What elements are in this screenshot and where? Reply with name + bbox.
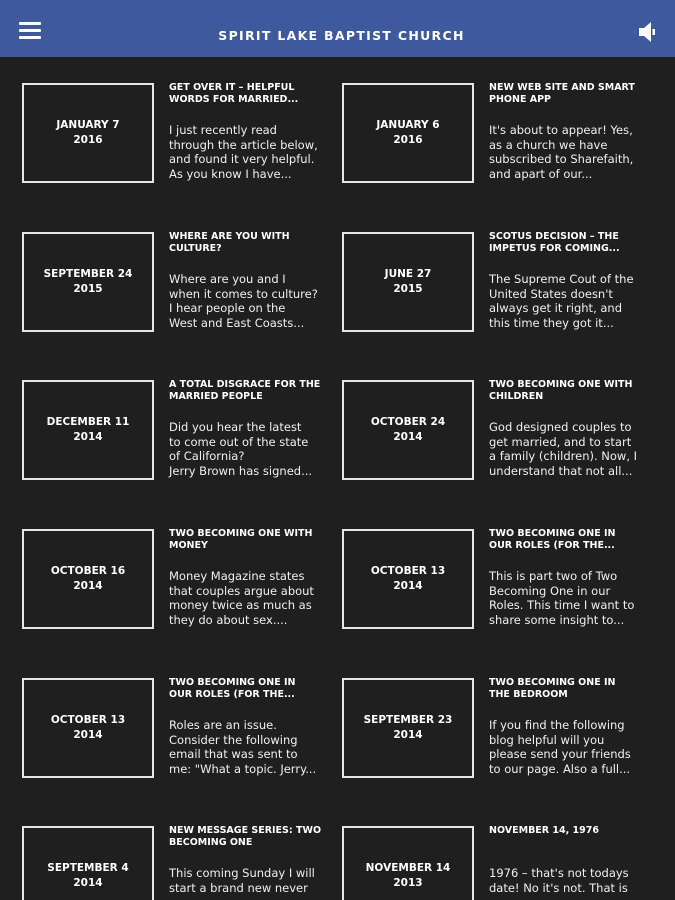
post-date-day: OCTOBER 13 bbox=[370, 565, 446, 577]
post-excerpt: Money Magazine states that couples argue about money twice as much as they do about sex.... bbox=[169, 569, 314, 627]
menu-bar-line bbox=[19, 22, 41, 25]
post-date-box bbox=[22, 529, 154, 629]
post-date-day: OCTOBER 13 bbox=[50, 714, 126, 726]
post-excerpt: This coming Sunday I will start a brand new never bbox=[169, 866, 315, 895]
post-date-day: OCTOBER 16 bbox=[50, 565, 126, 577]
post-excerpt: It's about to appear! Yes, as a church we have subscribed to Sharefaith, and apart of our... bbox=[489, 123, 634, 181]
post-excerpt: Did you hear the latest to come out of the state of California? Jerry Brown has signed... bbox=[169, 420, 313, 478]
post-excerpt: If you find the following blog helpful will you please send your friends to our page. Also a full... bbox=[489, 718, 631, 776]
post-card[interactable] bbox=[342, 83, 642, 203]
post-date-box bbox=[22, 380, 154, 480]
post-title: NEW MESSAGE SERIES: TWO BECOMING ONE bbox=[169, 825, 322, 848]
post-date-box bbox=[342, 83, 474, 183]
post-title: A TOTAL DISGRACE FOR THE MARRIED PEOPLE bbox=[169, 379, 321, 402]
post-card[interactable] bbox=[22, 678, 322, 798]
post-title: GET OVER IT – HELPFUL WORDS FOR MARRIED... bbox=[169, 82, 299, 105]
post-date-year: 2015 bbox=[73, 283, 103, 295]
post-date-day: JANUARY 7 bbox=[56, 119, 120, 131]
post-excerpt: I just recently read through the article below, and found it very helpful. As you know I have... bbox=[169, 123, 318, 181]
post-date-day: SEPTEMBER 4 bbox=[47, 862, 129, 874]
post-title: TWO BECOMING ONE IN OUR ROLES (FOR THE... bbox=[489, 528, 616, 551]
post-date-day: OCTOBER 24 bbox=[370, 416, 446, 428]
post-title: TWO BECOMING ONE IN THE BEDROOM bbox=[489, 677, 616, 700]
post-title: WHERE ARE YOU WITH CULTURE? bbox=[169, 231, 290, 254]
post-date-box bbox=[342, 678, 474, 778]
post-date-day: DECEMBER 11 bbox=[46, 416, 130, 428]
post-date-year: 2015 bbox=[393, 283, 423, 295]
post-date-year: 2014 bbox=[393, 431, 423, 443]
post-title: TWO BECOMING ONE WITH CHILDREN bbox=[489, 379, 633, 402]
post-excerpt: 1976 – that's not todays date! No it's not. That is bbox=[489, 866, 629, 895]
post-card[interactable] bbox=[342, 232, 642, 352]
speaker-icon-graphic bbox=[638, 20, 656, 44]
app-title: SPIRIT LAKE BAPTIST CHURCH bbox=[218, 28, 465, 43]
post-date-day: JANUARY 6 bbox=[376, 119, 440, 131]
post-date-day: NOVEMBER 14 bbox=[365, 862, 451, 874]
post-date-year: 2014 bbox=[73, 431, 103, 443]
speaker-icon[interactable] bbox=[638, 20, 656, 44]
post-excerpt: The Supreme Cout of the United States doesn't always get it right, and this time they got it... bbox=[489, 272, 634, 330]
post-card[interactable] bbox=[22, 380, 322, 500]
post-date-box bbox=[22, 83, 154, 183]
post-date-box bbox=[342, 826, 474, 900]
post-date-box bbox=[22, 678, 154, 778]
post-date-year: 2014 bbox=[73, 877, 103, 889]
post-card[interactable] bbox=[342, 678, 642, 798]
post-excerpt: Roles are an issue. Consider the following email that was sent to me: "What a topic. Jerry... bbox=[169, 718, 317, 776]
post-card[interactable] bbox=[22, 826, 322, 900]
post-title: NOVEMBER 14, 1976 bbox=[489, 825, 599, 836]
post-date-year: 2014 bbox=[393, 729, 423, 741]
post-date-box bbox=[342, 380, 474, 480]
post-date-year: 2014 bbox=[73, 580, 103, 592]
top-app-bar bbox=[0, 0, 675, 57]
post-excerpt: God designed couples to get married, and to start a family (children). Now, I understand that not all... bbox=[489, 420, 638, 478]
post-date-day: SEPTEMBER 23 bbox=[363, 714, 453, 726]
blog-post-feed bbox=[0, 57, 675, 900]
post-date-year: 2014 bbox=[393, 580, 423, 592]
post-date-year: 2013 bbox=[393, 877, 423, 889]
post-date-year: 2016 bbox=[393, 134, 423, 146]
post-title: TWO BECOMING ONE WITH MONEY bbox=[169, 528, 313, 551]
post-title: SCOTUS DECISION – THE IMPETUS FOR COMING... bbox=[489, 231, 620, 254]
post-title: TWO BECOMING ONE IN OUR ROLES (FOR THE... bbox=[169, 677, 296, 700]
post-title: NEW WEB SITE AND SMART PHONE APP bbox=[489, 82, 635, 105]
post-card[interactable] bbox=[22, 529, 322, 649]
post-date-day: JUNE 27 bbox=[384, 268, 432, 280]
post-date-box bbox=[342, 529, 474, 629]
post-card[interactable] bbox=[342, 529, 642, 649]
post-date-year: 2014 bbox=[73, 729, 103, 741]
post-excerpt: This is part two of Two Becoming One in our Roles. This time I want to share some insight to... bbox=[489, 569, 635, 627]
post-card[interactable] bbox=[22, 83, 322, 203]
post-excerpt: Where are you and I when it comes to culture? I hear people on the West and East Coasts... bbox=[169, 272, 318, 330]
post-date-box bbox=[22, 232, 154, 332]
post-date-day: SEPTEMBER 24 bbox=[43, 268, 133, 280]
post-card[interactable] bbox=[342, 380, 642, 500]
post-date-box bbox=[342, 232, 474, 332]
post-card[interactable] bbox=[22, 232, 322, 352]
post-date-box bbox=[22, 826, 154, 900]
post-date-year: 2016 bbox=[73, 134, 103, 146]
post-card[interactable] bbox=[342, 826, 642, 900]
